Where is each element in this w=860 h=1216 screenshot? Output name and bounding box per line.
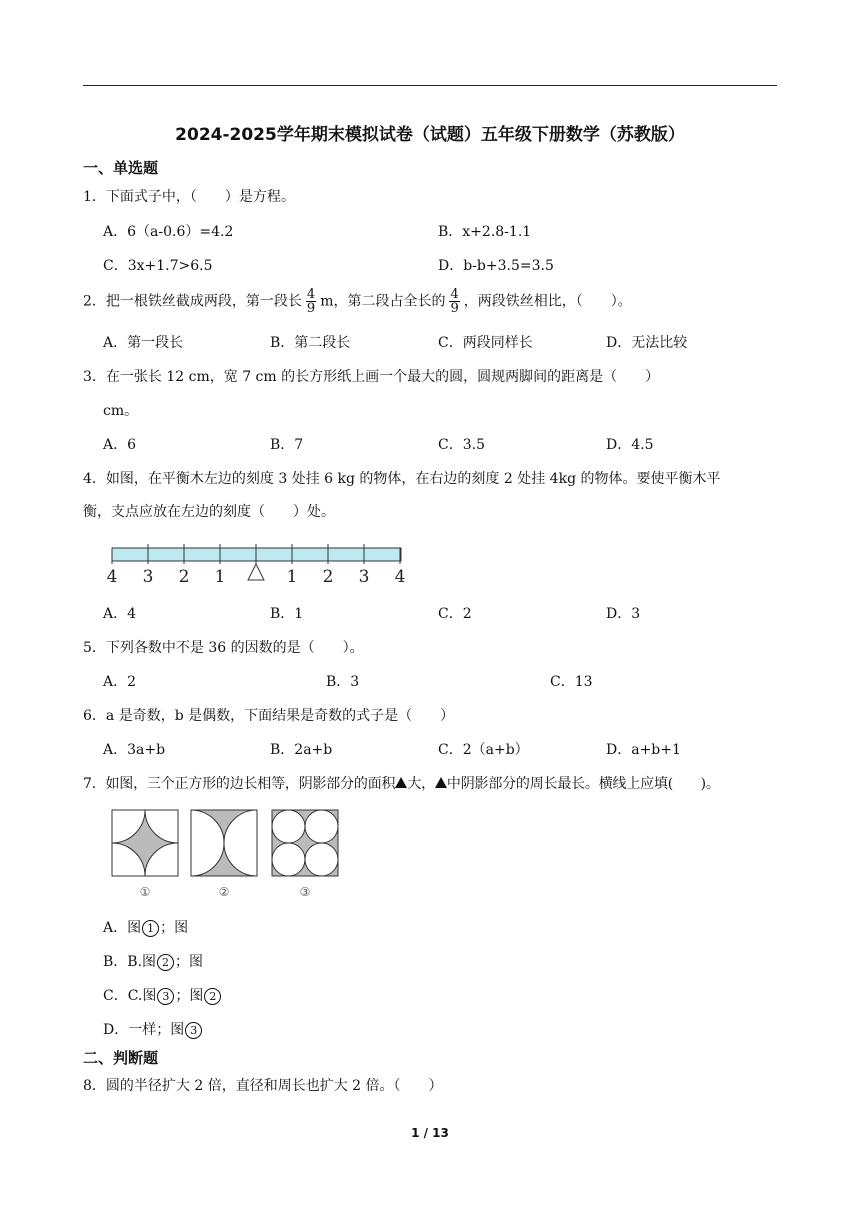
question-3-option-b[interactable]: B．7 xyxy=(270,437,304,453)
figure-label-1: ① xyxy=(139,885,151,899)
fraction-denominator: 9 xyxy=(450,301,459,316)
three-squares-figure xyxy=(110,808,342,902)
question-7-stem-part3: 中阴影部分的周长最长。横线上应填( )。 xyxy=(446,776,720,792)
question-5-stem: 5．下列各数中不是 36 的因数的是（ ）。 xyxy=(83,640,364,656)
circled-number: 2 xyxy=(157,954,174,971)
question-2-stem-part1: 2．把一根铁丝截成两段，第一段长 xyxy=(83,293,302,310)
option-text: ；图 xyxy=(175,988,204,1004)
option-text: C．C.图 xyxy=(103,988,157,1004)
beam-label: 4 xyxy=(106,567,118,587)
question-2-stem-part3: ，两段铁丝相比，（ ）。 xyxy=(463,293,632,310)
blank-triangle-icon xyxy=(395,776,407,792)
question-7-option-d[interactable] xyxy=(103,1019,203,1039)
option-text: ；图 xyxy=(175,954,204,970)
balance-beam-figure xyxy=(100,540,410,588)
beam-label: 2 xyxy=(178,567,190,587)
question-7-option-b[interactable] xyxy=(103,951,203,971)
question-6-option-b[interactable]: B．2a+b xyxy=(270,742,333,758)
fraction-4-9 xyxy=(449,288,459,315)
question-2-option-d[interactable]: D．无法比较 xyxy=(606,335,688,351)
question-7-stem xyxy=(83,773,720,793)
question-7-option-c[interactable] xyxy=(103,985,222,1005)
question-1-stem: 1．下面式子中，（ ）是方程。 xyxy=(83,189,295,205)
question-3-stem-line2: cm。 xyxy=(103,403,139,419)
question-2-stem xyxy=(83,288,632,315)
question-2-option-b[interactable]: B．第二段长 xyxy=(270,335,351,351)
question-4-stem: 4．如图，在平衡木左边的刻度 3 处挂 6 kg 的物体，在右边的刻度 2 处挂 4kg 的物体。要使平衡木平 xyxy=(83,471,721,487)
beam-label: 3 xyxy=(358,567,370,587)
question-4-stem-line2: 衡，支点应放在左边的刻度（ ）处。 xyxy=(83,504,335,520)
question-6-stem: 6．a 是奇数，b 是偶数，下面结果是奇数的式子是（ ） xyxy=(83,708,455,724)
question-1-option-b[interactable]: B．x+2.8-1.1 xyxy=(438,224,532,240)
question-5-option-a[interactable]: A．2 xyxy=(103,674,137,690)
fulcrum-triangle-icon xyxy=(248,564,264,580)
option-text: A．图 xyxy=(103,920,142,936)
page-title: 2024-2025学年期末模拟试卷（试题）五年级下册数学（苏教版） xyxy=(175,125,685,145)
question-3-option-a[interactable]: A．6 xyxy=(103,437,137,453)
figure-label-3: ③ xyxy=(299,885,311,899)
question-1-option-d[interactable]: D．b-b+3.5=3.5 xyxy=(438,258,554,274)
fraction-denominator: 9 xyxy=(306,301,316,316)
question-2-option-c[interactable]: C．两段同样长 xyxy=(438,335,533,351)
question-3-option-c[interactable]: C．3.5 xyxy=(438,437,485,453)
question-7-stem-part2: 大， xyxy=(407,776,435,792)
question-5-option-b[interactable]: B．3 xyxy=(326,674,360,690)
question-3-stem: 3．在一张长 12 cm，宽 7 cm 的长方形纸上画一个最大的圆，圆规两脚间的距离是（ ） xyxy=(83,369,660,385)
question-6-option-a[interactable]: A．3a+b xyxy=(103,742,166,758)
question-8-stem: 8．圆的半径扩大 2 倍，直径和周长也扩大 2 倍。（ ） xyxy=(83,1078,443,1094)
circled-number: 3 xyxy=(157,988,174,1005)
fraction-4-9 xyxy=(306,288,316,315)
question-1-option-c[interactable]: C．3x+1.7>6.5 xyxy=(103,258,213,274)
beam-label: 4 xyxy=(394,567,406,587)
option-text: ；图 xyxy=(160,920,189,936)
header-rule xyxy=(83,85,777,86)
option-text: D．一样；图 xyxy=(103,1022,185,1038)
fraction-numerator: 4 xyxy=(306,287,316,302)
blank-triangle-icon xyxy=(435,776,447,792)
question-6-option-d[interactable]: D．a+b+1 xyxy=(606,742,681,758)
question-6-option-c[interactable]: C．2（a+b） xyxy=(438,742,529,758)
beam-label: 3 xyxy=(142,567,154,587)
question-4-option-a[interactable]: A．4 xyxy=(103,606,137,622)
question-7-option-a[interactable] xyxy=(103,917,188,937)
circled-number: 3 xyxy=(185,1022,202,1039)
figure-label-2: ② xyxy=(218,885,230,899)
page-number: 1 / 13 xyxy=(411,1126,449,1140)
question-4-option-d[interactable]: D．3 xyxy=(606,606,641,622)
circled-number: 1 xyxy=(142,920,159,937)
question-4-option-b[interactable]: B．1 xyxy=(270,606,304,622)
section-heading-single-choice: 一、单选题 xyxy=(83,159,159,177)
question-2-stem-part2: m，第二段占全长的 xyxy=(320,293,446,310)
question-5-option-c[interactable]: C．13 xyxy=(550,674,593,690)
beam-label: 1 xyxy=(286,567,298,587)
section-heading-true-false: 二、判断题 xyxy=(83,1049,159,1067)
option-text: B．B.图 xyxy=(103,954,157,970)
beam-label: 1 xyxy=(214,567,226,587)
question-4-option-c[interactable]: C．2 xyxy=(438,606,472,622)
question-7-stem-part1: 7．如图，三个正方形的边长相等，阴影部分的面积 xyxy=(83,776,396,792)
square-figure-3 xyxy=(272,810,338,876)
beam-label: 2 xyxy=(322,567,334,587)
question-3-option-d[interactable]: D．4.5 xyxy=(606,437,654,453)
question-2-option-a[interactable]: A．第一段长 xyxy=(103,335,184,351)
circled-number: 2 xyxy=(204,988,221,1005)
fraction-numerator: 4 xyxy=(450,287,459,302)
question-1-option-a[interactable]: A．6（a-0.6）=4.2 xyxy=(103,224,234,240)
